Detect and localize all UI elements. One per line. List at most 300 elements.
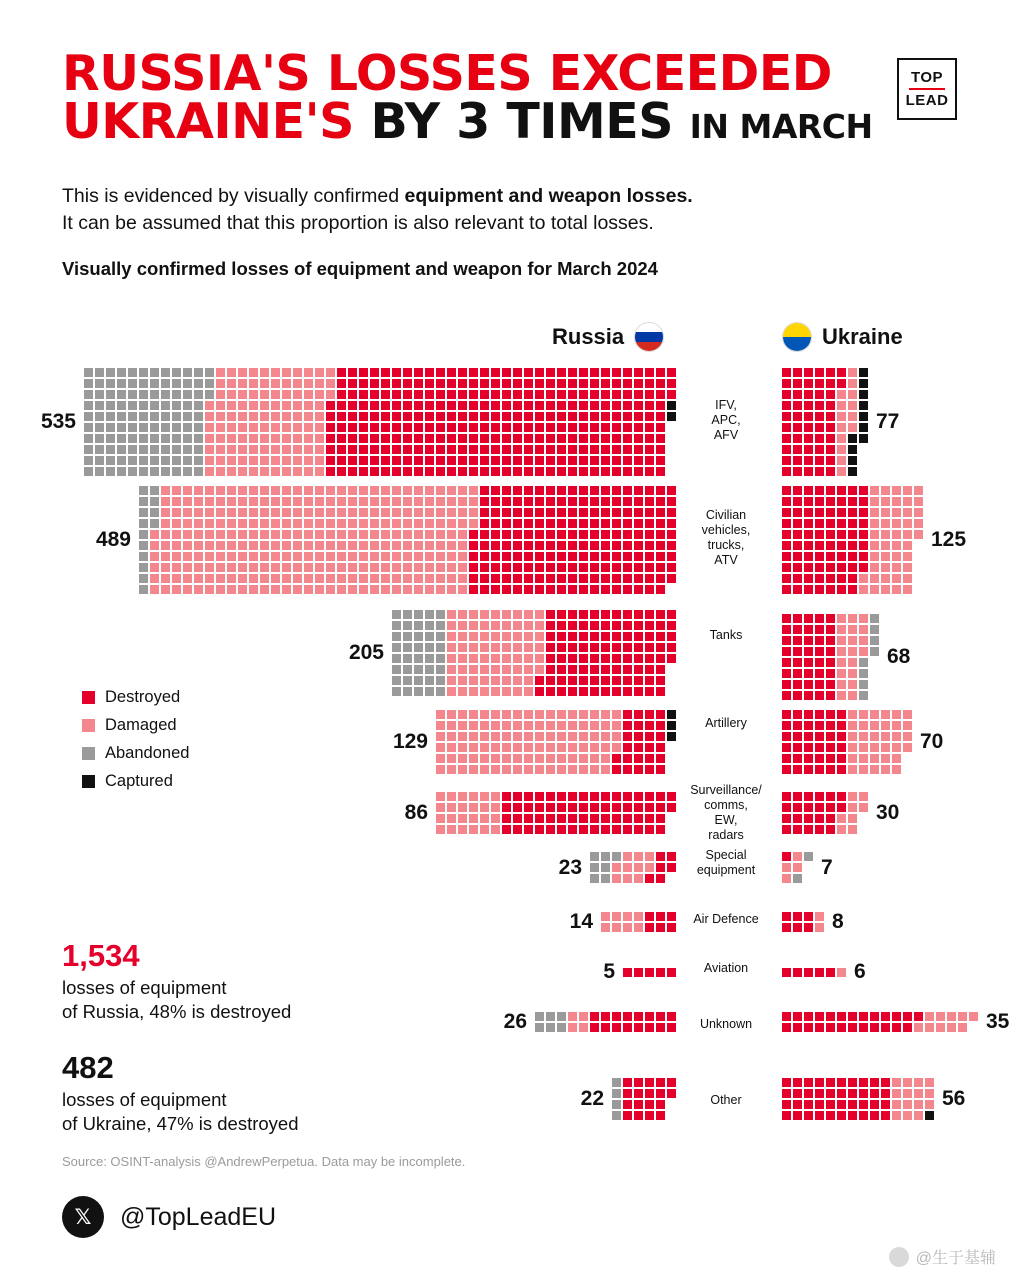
- waffle-cell: [535, 530, 544, 539]
- waffle-cell: [469, 530, 478, 539]
- waffle-cell: [172, 412, 181, 421]
- waffle-cell: [447, 710, 456, 719]
- waffle-cell: [645, 852, 654, 861]
- waffle-cell: [535, 710, 544, 719]
- waffle-cell: [826, 614, 835, 623]
- waffle-cell: [881, 1078, 890, 1087]
- waffle-cell: [826, 390, 835, 399]
- waffle-cell: [480, 434, 489, 443]
- waffle-cell: [645, 912, 654, 921]
- russia-value: 23: [558, 855, 582, 879]
- waffle-cell: [903, 563, 912, 572]
- waffle-cell: [359, 508, 368, 517]
- waffle-cell: [645, 968, 654, 977]
- waffle-cell: [634, 1111, 643, 1120]
- waffle-cell: [645, 803, 654, 812]
- waffle-cell: [579, 486, 588, 495]
- waffle-cell: [634, 792, 643, 801]
- waffle-cell: [304, 390, 313, 399]
- waffle-cell: [848, 669, 857, 678]
- waffle-cell: [557, 552, 566, 561]
- waffle-cell: [837, 647, 846, 656]
- waffle-cell: [216, 456, 225, 465]
- waffle-cell: [914, 1023, 923, 1032]
- waffle-cell: [667, 1078, 676, 1087]
- waffle-cell: [656, 390, 665, 399]
- waffle-cell: [815, 412, 824, 421]
- waffle-cell: [859, 412, 868, 421]
- waffle-cell: [282, 423, 291, 432]
- waffle-cell: [656, 412, 665, 421]
- waffle-cell: [815, 1012, 824, 1021]
- waffle-cell: [403, 486, 412, 495]
- waffle-cell: [579, 530, 588, 539]
- category-label: Tanks: [709, 628, 743, 642]
- waffle-cell: [194, 497, 203, 506]
- waffle-cell: [480, 687, 489, 696]
- waffle-cell: [414, 467, 423, 476]
- waffle-cell: [447, 552, 456, 561]
- waffle-cell: [216, 401, 225, 410]
- waffle-cell: [183, 552, 192, 561]
- waffle-cell: [425, 434, 434, 443]
- waffle-cell: [282, 585, 291, 594]
- waffle-cell: [793, 552, 802, 561]
- waffle-cell: [826, 721, 835, 730]
- waffle-cell: [546, 486, 555, 495]
- waffle-cell: [837, 721, 846, 730]
- waffle-cell: [782, 508, 791, 517]
- waffle-cell: [282, 434, 291, 443]
- waffle-cell: [848, 541, 857, 550]
- waffle-cell: [892, 721, 901, 730]
- waffle-cell: [425, 379, 434, 388]
- waffle-cell: [859, 669, 868, 678]
- waffle-cell: [815, 519, 824, 528]
- waffle-cell: [667, 632, 676, 641]
- waffle-cell: [271, 467, 280, 476]
- waffle-cell: [859, 1012, 868, 1021]
- waffle-cell: [381, 379, 390, 388]
- waffle-cell: [458, 732, 467, 741]
- waffle-cell: [524, 792, 533, 801]
- waffle-cell: [238, 379, 247, 388]
- waffle-cell: [881, 754, 890, 763]
- waffle-cell: [480, 497, 489, 506]
- waffle-cell: [425, 552, 434, 561]
- waffle-cell: [128, 412, 137, 421]
- waffle-cell: [238, 445, 247, 454]
- waffle-cell: [645, 530, 654, 539]
- waffle-cell: [601, 585, 610, 594]
- waffle-cell: [590, 825, 599, 834]
- waffle-cell: [425, 563, 434, 572]
- waffle-cell: [106, 434, 115, 443]
- waffle-cell: [590, 754, 599, 763]
- waffle-cell: [359, 574, 368, 583]
- waffle-cell: [656, 486, 665, 495]
- waffle-cell: [139, 497, 148, 506]
- waffle-cell: [491, 467, 500, 476]
- waffle-cell: [804, 423, 813, 432]
- waffle-cell: [837, 614, 846, 623]
- waffle-grid: [84, 368, 676, 476]
- waffle-cell: [392, 456, 401, 465]
- waffle-cell: [623, 541, 632, 550]
- waffle-cell: [634, 743, 643, 752]
- waffle-cell: [282, 508, 291, 517]
- waffle-cell: [579, 665, 588, 674]
- waffle-cell: [304, 497, 313, 506]
- waffle-cell: [238, 497, 247, 506]
- waffle-cell: [370, 368, 379, 377]
- waffle-cell: [623, 803, 632, 812]
- waffle-cell: [403, 585, 412, 594]
- waffle-cell: [161, 390, 170, 399]
- waffle-cell: [513, 792, 522, 801]
- waffle-cell: [568, 643, 577, 652]
- waffle-cell: [370, 390, 379, 399]
- waffle-cell: [513, 423, 522, 432]
- waffle-cell: [546, 412, 555, 421]
- waffle-cell: [535, 563, 544, 572]
- waffle-cell: [370, 456, 379, 465]
- waffle-cell: [612, 754, 621, 763]
- waffle-cell: [826, 486, 835, 495]
- waffle-cell: [469, 467, 478, 476]
- waffle-cell: [491, 368, 500, 377]
- waffle-cell: [579, 467, 588, 476]
- waffle-cell: [568, 721, 577, 730]
- waffle-cell: [447, 814, 456, 823]
- waffle-cell: [502, 486, 511, 495]
- waffle-cell: [579, 541, 588, 550]
- waffle-cell: [568, 710, 577, 719]
- waffle-cell: [436, 379, 445, 388]
- waffle-cell: [128, 445, 137, 454]
- waffle-cell: [804, 923, 813, 932]
- waffle-cell: [260, 552, 269, 561]
- waffle-cell: [183, 401, 192, 410]
- waffle-cell: [826, 625, 835, 634]
- waffle-cell: [656, 803, 665, 812]
- waffle-cell: [249, 467, 258, 476]
- waffle-cell: [194, 508, 203, 517]
- waffle-cell: [546, 434, 555, 443]
- russia-value: 26: [503, 1010, 527, 1033]
- waffle-cell: [524, 754, 533, 763]
- waffle-cell: [491, 552, 500, 561]
- waffle-cell: [535, 632, 544, 641]
- waffle-cell: [293, 574, 302, 583]
- waffle-cell: [524, 379, 533, 388]
- waffle-cell: [425, 497, 434, 506]
- waffle-cell: [645, 1012, 654, 1021]
- ukraine-value: 68: [887, 645, 911, 668]
- waffle-cell: [150, 467, 159, 476]
- waffle-cell: [804, 379, 813, 388]
- waffle-cell: [782, 541, 791, 550]
- waffle-cell: [469, 456, 478, 465]
- waffle-cell: [447, 585, 456, 594]
- waffle-grid: [139, 486, 676, 594]
- waffle-cell: [513, 445, 522, 454]
- waffle-cell: [579, 574, 588, 583]
- waffle-cell: [150, 508, 159, 517]
- waffle-cell: [359, 486, 368, 495]
- waffle-cell: [469, 710, 478, 719]
- waffle-cell: [447, 379, 456, 388]
- category-label: IFV, APC, AFV: [711, 398, 741, 442]
- waffle-cell: [848, 691, 857, 700]
- waffle-cell: [568, 486, 577, 495]
- waffle-cell: [392, 574, 401, 583]
- waffle-cell: [172, 423, 181, 432]
- waffle-cell: [826, 574, 835, 583]
- waffle-cell: [172, 434, 181, 443]
- waffle-cell: [128, 423, 137, 432]
- waffle-cell: [579, 519, 588, 528]
- waffle-cell: [161, 486, 170, 495]
- waffle-cell: [315, 456, 324, 465]
- waffle-cell: [491, 825, 500, 834]
- waffle-cell: [656, 754, 665, 763]
- waffle-cell: [403, 467, 412, 476]
- waffle-cell: [238, 412, 247, 421]
- waffle-cell: [634, 912, 643, 921]
- waffle-cell: [634, 379, 643, 388]
- waffle-cell: [403, 508, 412, 517]
- waffle-cell: [447, 765, 456, 774]
- waffle-cell: [161, 508, 170, 517]
- waffle-cell: [425, 665, 434, 674]
- waffle-cell: [793, 412, 802, 421]
- waffle-cell: [804, 1078, 813, 1087]
- waffle-cell: [667, 721, 676, 730]
- waffle-cell: [837, 636, 846, 645]
- waffle-cell: [634, 1089, 643, 1098]
- waffle-cell: [480, 814, 489, 823]
- waffle-cell: [804, 792, 813, 801]
- category-label: Civilian vehicles, trucks, ATV: [701, 508, 751, 567]
- waffle-cell: [782, 1078, 791, 1087]
- waffle-cell: [271, 412, 280, 421]
- waffle-cell: [502, 530, 511, 539]
- waffle-cell: [502, 445, 511, 454]
- waffle-cell: [425, 390, 434, 399]
- waffle-cell: [524, 541, 533, 550]
- waffle-cell: [645, 710, 654, 719]
- waffle-cell: [502, 814, 511, 823]
- waffle-cell: [260, 519, 269, 528]
- waffle-cell: [612, 765, 621, 774]
- waffle-cell: [634, 665, 643, 674]
- waffle-cell: [370, 423, 379, 432]
- waffle-cell: [205, 467, 214, 476]
- waffle-cell: [815, 379, 824, 388]
- waffle-cell: [183, 530, 192, 539]
- waffle-cell: [612, 467, 621, 476]
- waffle-cell: [837, 814, 846, 823]
- waffle-cell: [859, 732, 868, 741]
- waffle-cell: [469, 814, 478, 823]
- waffle-cell: [315, 390, 324, 399]
- waffle-cell: [271, 563, 280, 572]
- waffle-cell: [667, 710, 676, 719]
- waffle-cell: [815, 825, 824, 834]
- waffle-cell: [436, 497, 445, 506]
- waffle-cell: [359, 519, 368, 528]
- logo-bottom-text: LEAD: [905, 92, 949, 109]
- waffle-cell: [579, 710, 588, 719]
- waffle-cell: [804, 912, 813, 921]
- waffle-cell: [579, 792, 588, 801]
- waffle-cell: [458, 401, 467, 410]
- waffle-cell: [337, 445, 346, 454]
- waffle-cell: [216, 585, 225, 594]
- waffle-cell: [804, 625, 813, 634]
- waffle-cell: [601, 687, 610, 696]
- waffle-cell: [546, 456, 555, 465]
- waffle-cell: [826, 658, 835, 667]
- waffle-cell: [150, 563, 159, 572]
- logo-top-text: TOP: [910, 68, 944, 86]
- waffle-cell: [656, 552, 665, 561]
- waffle-cell: [293, 423, 302, 432]
- waffle-cell: [524, 825, 533, 834]
- waffle-cell: [227, 541, 236, 550]
- waffle-cell: [227, 552, 236, 561]
- waffle-cell: [161, 401, 170, 410]
- waffle-cell: [590, 1023, 599, 1032]
- waffle-cell: [612, 541, 621, 550]
- waffle-grid: [392, 610, 676, 696]
- waffle-cell: [870, 743, 879, 752]
- waffle-cell: [925, 1111, 934, 1120]
- waffle-cell: [848, 401, 857, 410]
- waffle-cell: [425, 467, 434, 476]
- waffle-cell: [568, 423, 577, 432]
- waffle-cell: [447, 530, 456, 539]
- waffle-cell: [425, 368, 434, 377]
- waffle-cell: [161, 519, 170, 528]
- waffle-cell: [326, 467, 335, 476]
- waffle-cell: [403, 574, 412, 583]
- waffle-cell: [656, 1078, 665, 1087]
- waffle-cell: [782, 563, 791, 572]
- legend-item: [82, 688, 189, 707]
- waffle-cell: [458, 467, 467, 476]
- waffle-cell: [837, 552, 846, 561]
- waffle-cell: [172, 552, 181, 561]
- waffle-cell: [623, 368, 632, 377]
- waffle-cell: [579, 508, 588, 517]
- waffle-cell: [826, 401, 835, 410]
- waffle-cell: [392, 401, 401, 410]
- waffle-cell: [914, 1012, 923, 1021]
- waffle-cell: [480, 765, 489, 774]
- waffle-cell: [837, 585, 846, 594]
- waffle-cell: [557, 585, 566, 594]
- waffle-cell: [436, 508, 445, 517]
- waffle-cell: [216, 486, 225, 495]
- waffle-cell: [315, 497, 324, 506]
- waffle-cell: [480, 379, 489, 388]
- waffle-cell: [502, 743, 511, 752]
- waffle-cell: [128, 368, 137, 377]
- waffle-cell: [535, 497, 544, 506]
- waffle-cell: [859, 1111, 868, 1120]
- ukraine-value: 30: [876, 801, 900, 824]
- waffle-cell: [579, 390, 588, 399]
- waffle-cell: [183, 563, 192, 572]
- category-label: Surveillance/ comms, EW, radars: [690, 783, 762, 842]
- waffle-cell: [95, 467, 104, 476]
- waffle-cell: [238, 368, 247, 377]
- waffle-cell: [656, 710, 665, 719]
- waffle-cell: [848, 625, 857, 634]
- waffle-cell: [601, 1023, 610, 1032]
- social-handle[interactable]: [62, 1196, 276, 1238]
- waffle-cell: [892, 710, 901, 719]
- waffle-cell: [139, 379, 148, 388]
- waffle-cell: [414, 610, 423, 619]
- waffle-cell: [436, 814, 445, 823]
- waffle-cell: [392, 676, 401, 685]
- waffle-cell: [469, 803, 478, 812]
- waffle-cell: [848, 390, 857, 399]
- russia-flag-icon: [634, 322, 664, 352]
- waffle-cell: [480, 552, 489, 561]
- category-label: Artillery: [705, 716, 747, 730]
- waffle-grid: [782, 368, 868, 476]
- waffle-cell: [172, 541, 181, 550]
- waffle-cell: [793, 434, 802, 443]
- waffle-cell: [194, 519, 203, 528]
- waffle-cell: [491, 643, 500, 652]
- waffle-cell: [403, 530, 412, 539]
- waffle-cell: [782, 691, 791, 700]
- waffle-cell: [667, 519, 676, 528]
- waffle-cell: [601, 721, 610, 730]
- waffle-cell: [161, 379, 170, 388]
- waffle-cell: [815, 658, 824, 667]
- waffle-cell: [793, 825, 802, 834]
- waffle-cell: [568, 687, 577, 696]
- waffle-cell: [782, 401, 791, 410]
- waffle-cell: [150, 390, 159, 399]
- waffle-cell: [601, 814, 610, 823]
- waffle-cell: [782, 1089, 791, 1098]
- waffle-cell: [568, 445, 577, 454]
- waffle-cell: [870, 574, 879, 583]
- waffle-cell: [205, 519, 214, 528]
- waffle-cell: [194, 530, 203, 539]
- waffle-cell: [205, 563, 214, 572]
- waffle-cell: [601, 434, 610, 443]
- waffle-cell: [436, 792, 445, 801]
- waffle-cell: [656, 654, 665, 663]
- waffle-cell: [837, 669, 846, 678]
- waffle-cell: [903, 1100, 912, 1109]
- waffle-cell: [826, 368, 835, 377]
- waffle-cell: [326, 563, 335, 572]
- waffle-cell: [568, 390, 577, 399]
- waffle-cell: [348, 379, 357, 388]
- waffle-cell: [579, 456, 588, 465]
- waffle-cell: [837, 445, 846, 454]
- waffle-cell: [612, 368, 621, 377]
